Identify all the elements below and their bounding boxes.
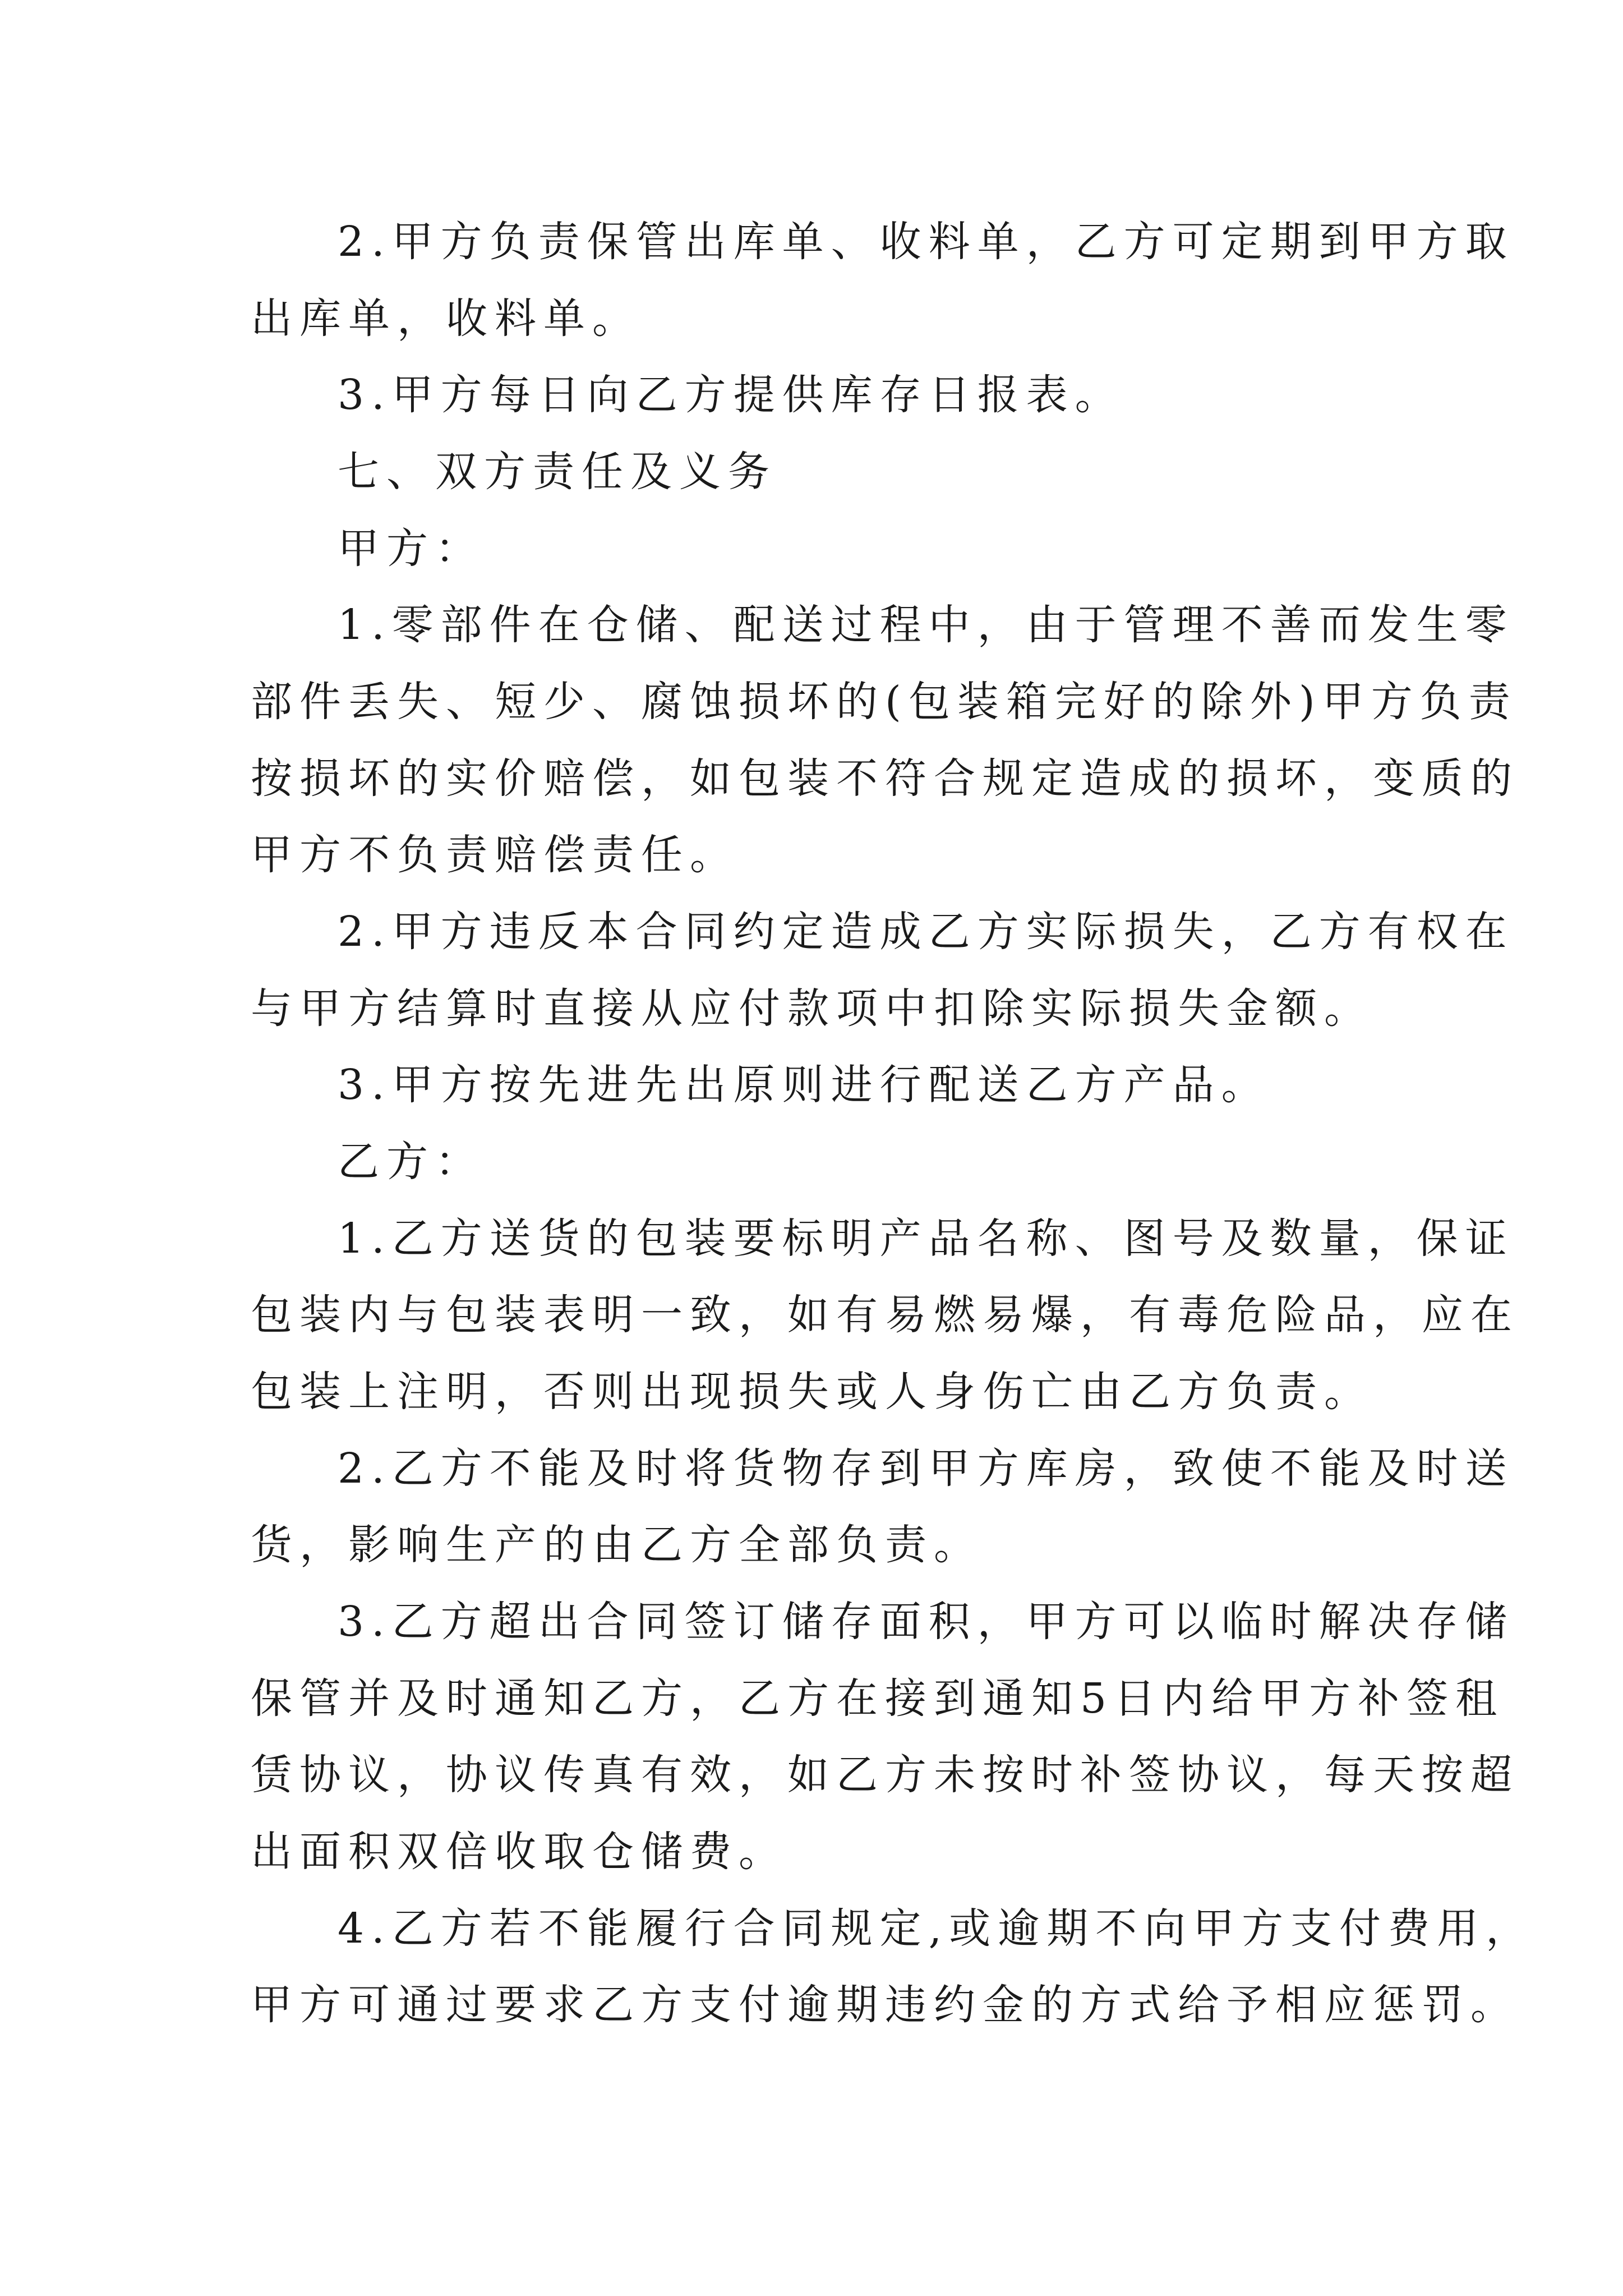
paragraph-line: 甲方可通过要求乙方支付逾期违约金的方式给予相应惩罚。 — [251, 1981, 1519, 2029]
paragraph-line: 与甲方结算时直接从应付款项中扣除实际损失金额。 — [251, 984, 1373, 1033]
paragraph-line: 3.乙方超出合同签订储存面积，甲方可以临时解决存储 — [338, 1598, 1514, 1646]
paragraph-line: 保管并及时通知乙方，乙方在接到通知5日内给甲方补签租 — [251, 1674, 1505, 1723]
paragraph-line: 赁协议，协议传真有效，如乙方未按时补签协议，每天按超 — [251, 1751, 1519, 1799]
paragraph-line: 按损坏的实价赔偿，如包装不符合规定造成的损坏，变质的 — [251, 754, 1519, 803]
paragraph-line: 1.乙方送货的包装要标明产品名称、图号及数量，保证 — [338, 1214, 1514, 1263]
paragraph-line: 包装上注明，否则出现损失或人身伤亡由乙方负责。 — [251, 1368, 1373, 1416]
paragraph-line: 3.甲方每日向乙方提供库存日报表。 — [338, 371, 1124, 419]
party-heading-a: 甲方： — [338, 524, 484, 573]
paragraph-line: 4.乙方若不能履行合同规定,或逾期不向甲方支付费用， — [338, 1904, 1535, 1953]
paragraph-line: 甲方不负责赔偿责任。 — [251, 831, 739, 879]
section-heading: 七、双方责任及义务 — [338, 448, 777, 496]
paragraph-line: 2.甲方负责保管出库单、收料单，乙方可定期到甲方取 — [338, 218, 1514, 266]
paragraph-line: 包装内与包装表明一致，如有易燃易爆，有毒危险品，应在 — [251, 1291, 1519, 1339]
paragraph-line: 1.零部件在仓储、配送过程中，由于管理不善而发生零 — [338, 601, 1514, 649]
paragraph-line: 2.乙方不能及时将货物存到甲方库房，致使不能及时送 — [338, 1444, 1514, 1493]
paragraph-line: 部件丢失、短少、腐蚀损坏的(包装箱完好的除外)甲方负责 — [251, 678, 1518, 726]
paragraph-line: 2.甲方违反本合同约定造成乙方实际损失，乙方有权在 — [338, 908, 1514, 956]
paragraph-line: 货，影响生产的由乙方全部负责。 — [251, 1521, 983, 1569]
party-heading-b: 乙方： — [338, 1138, 484, 1186]
paragraph-line: 出面积双倍收取仓储费。 — [251, 1828, 787, 1876]
paragraph-line: 出库单，收料单。 — [251, 295, 641, 343]
paragraph-line: 3.甲方按先进先出原则进行配送乙方产品。 — [338, 1061, 1270, 1109]
